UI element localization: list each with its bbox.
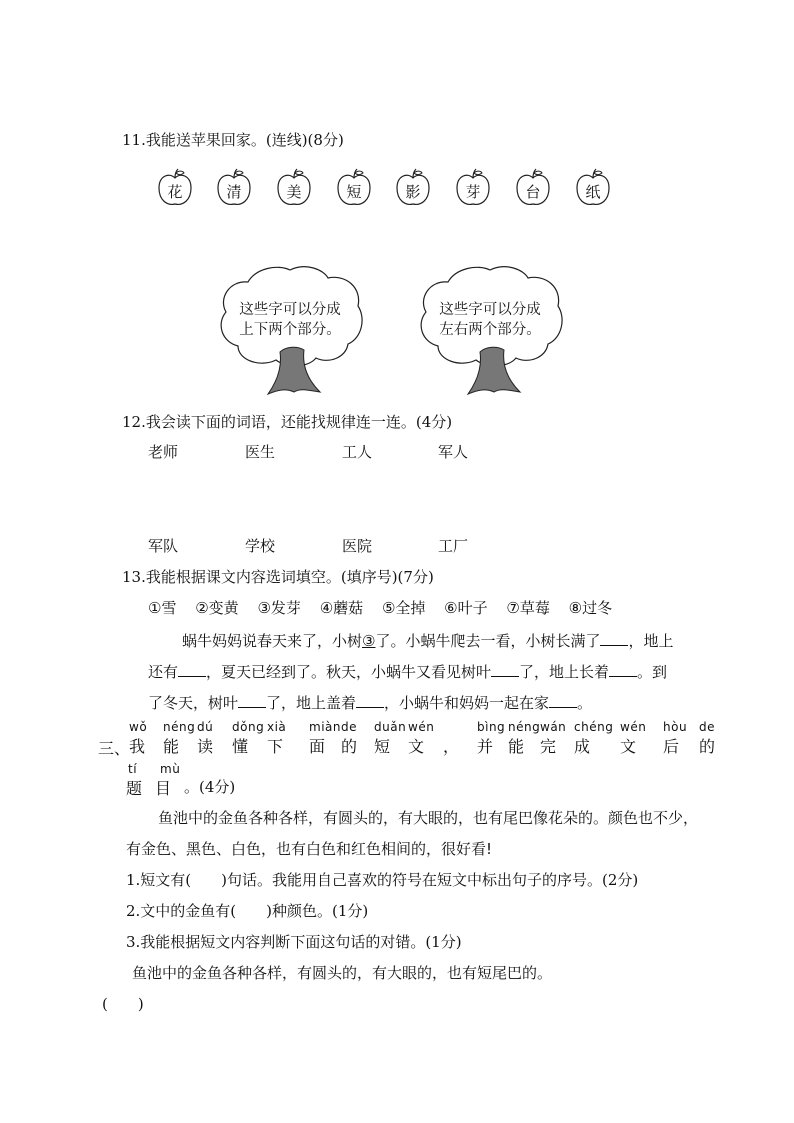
q13-blank[interactable] [600,631,628,646]
q13-blank[interactable] [491,662,519,677]
heading-char: 面 [309,737,326,756]
q13-text: 。 [577,694,593,712]
pinyin: néng [163,720,196,734]
q12-word-top-4: 军人 [438,443,469,461]
section3-statement: 鱼池中的金鱼各种各样，有圆头的，有大眼的，也有短尾巴的。 [132,964,553,982]
apple-1[interactable] [157,168,193,208]
apple-2[interactable] [216,168,252,208]
q13-passage-line2 [148,661,667,682]
pinyin: dǒng [232,720,265,734]
pinyin: tí [128,762,138,776]
q13-blank[interactable] [549,693,577,708]
q13-text: 了，地上长着 [519,663,610,681]
q12-word-bottom-1: 军队 [148,537,179,555]
q13-option-4: ④蘑菇 [319,599,364,617]
apple-6[interactable] [455,168,491,208]
apple-char: 芽 [465,183,481,201]
apple-char: 短 [346,183,362,201]
apple-3[interactable] [276,168,312,208]
q13-text: 了。小蜗牛爬去一看，小树长满了 [375,632,601,650]
q13-options [148,597,612,618]
q13-blank[interactable] [238,693,266,708]
pinyin: dú [197,720,214,734]
q13-option-7: ⑦草莓 [506,599,550,617]
pinyin: miàn [309,720,341,734]
heading-char: 文 [620,737,637,756]
apple-char: 影 [405,183,421,201]
heading-char: 后 [663,737,680,756]
q11-title: 11.我能送苹果回家。(连线)(8分) [122,131,344,149]
q13-text: ，小蜗牛和妈妈一起在家 [384,694,550,712]
q13-filled-answer: ③ [362,632,376,650]
q12-word-top-1: 老师 [148,443,179,461]
pinyin: wǒ [129,720,148,734]
heading-char: 的 [699,737,716,756]
section3-score: 。(4分) [184,778,236,796]
q12-word-top-2: 医生 [245,443,276,461]
q13-blank[interactable] [178,662,206,677]
heading-char: 目 [155,779,172,798]
q13-passage-line3 [148,692,592,713]
q13-text: ，地上 [628,632,674,650]
section3-passage-line1: 鱼池中的金鱼各种各样，有圆头的，有大眼的，也有尾巴像花朵的。颜色也不少， [158,809,699,827]
answer-box[interactable]: ( ) [102,995,144,1013]
heading-char: 题 [126,779,143,798]
apple-char: 花 [167,183,183,201]
apple-5[interactable] [395,168,431,208]
q13-passage-line1 [182,630,674,651]
q13-option-3: ③发芽 [257,599,301,617]
q13-option-1: ①雪 [148,599,177,617]
heading-char: ， [443,737,460,756]
q13-title: 13.我能根据课文内容选词填空。(填序号)(7分) [122,568,434,586]
q13-option-5: ⑤全掉 [381,599,426,617]
tree-left-line1: 这些字可以分成 [239,302,341,318]
q12-title: 12.我会读下面的词语，还能找规律连一连。(4分) [122,413,453,431]
q12-word-top-3: 工人 [342,443,373,461]
heading-char: 短 [374,737,391,756]
heading-char: 并 [477,737,494,756]
tree-right-line2: 左右两个部分。 [439,322,541,338]
q13-blank[interactable] [356,693,384,708]
tree-right-line1: 这些字可以分成 [439,302,541,318]
pinyin: duǎn [374,720,407,734]
tree-left [216,262,364,396]
section3-passage-line2: 有金色、黑色、白色，也有白色和红色相间的，很好看! [126,840,493,858]
pinyin: hòu [663,720,688,734]
pinyin: néng [508,720,541,734]
tree-left-line2: 上下两个部分。 [239,322,341,338]
apple-7[interactable] [515,168,551,208]
q13-text: 还有 [148,663,179,681]
q13-text: 蜗牛妈妈说春天来了，小树 [182,632,363,650]
q12-word-bottom-2: 学校 [245,537,276,555]
apple-char: 台 [525,183,541,201]
pinyin: de [699,720,715,734]
q13-option-6: ⑥叶子 [444,599,488,617]
pinyin: bìng [477,720,506,734]
pinyin: wán [540,720,567,734]
heading-char: 的 [341,737,358,756]
apple-char: 纸 [585,183,601,201]
apple-char: 美 [286,183,302,201]
q13-option-2: ②变黄 [195,599,239,617]
section3-question-2: 2.文中的金鱼有( )种颜色。(1分) [126,902,369,920]
heading-char: 能 [508,737,525,756]
pinyin: xià [267,720,287,734]
pinyin: wén [408,720,435,734]
apple-char: 清 [226,183,242,201]
heading-char: 完 [540,737,557,756]
q13-text: ，夏天已经到了。秋天，小蜗牛又看见树叶 [206,663,492,681]
heading-char: 成 [574,737,591,756]
q13-option-8: ⑧过冬 [568,599,613,617]
pinyin: de [341,720,357,734]
q13-text: 了，地上盖着 [266,694,357,712]
q13-blank[interactable] [609,662,637,677]
q12-word-bottom-3: 医院 [342,537,373,555]
q13-text: 了冬天，树叶 [148,694,239,712]
heading-char: 能 [163,737,180,756]
q13-text: 。到 [637,663,668,681]
tree-right [416,262,564,396]
heading-char: 懂 [232,737,249,756]
apple-4[interactable] [336,168,372,208]
heading-char: 读 [197,737,214,756]
pinyin: chéng [574,720,614,734]
pinyin: wén [620,720,647,734]
section3-question-3: 3.我能根据短文内容判断下面这句话的对错。(1分) [126,933,462,951]
pinyin: mù [160,762,181,776]
heading-char: 文 [408,737,425,756]
section3-number: 三、 [98,739,131,758]
heading-char: 我 [129,737,146,756]
q12-word-bottom-4: 工厂 [438,537,469,555]
heading-char: 下 [267,737,284,756]
apple-8[interactable] [575,168,611,208]
section3-question-1: 1.短文有( )句话。我能用自己喜欢的符号在短文中标出句子的序号。(2分) [126,871,639,889]
